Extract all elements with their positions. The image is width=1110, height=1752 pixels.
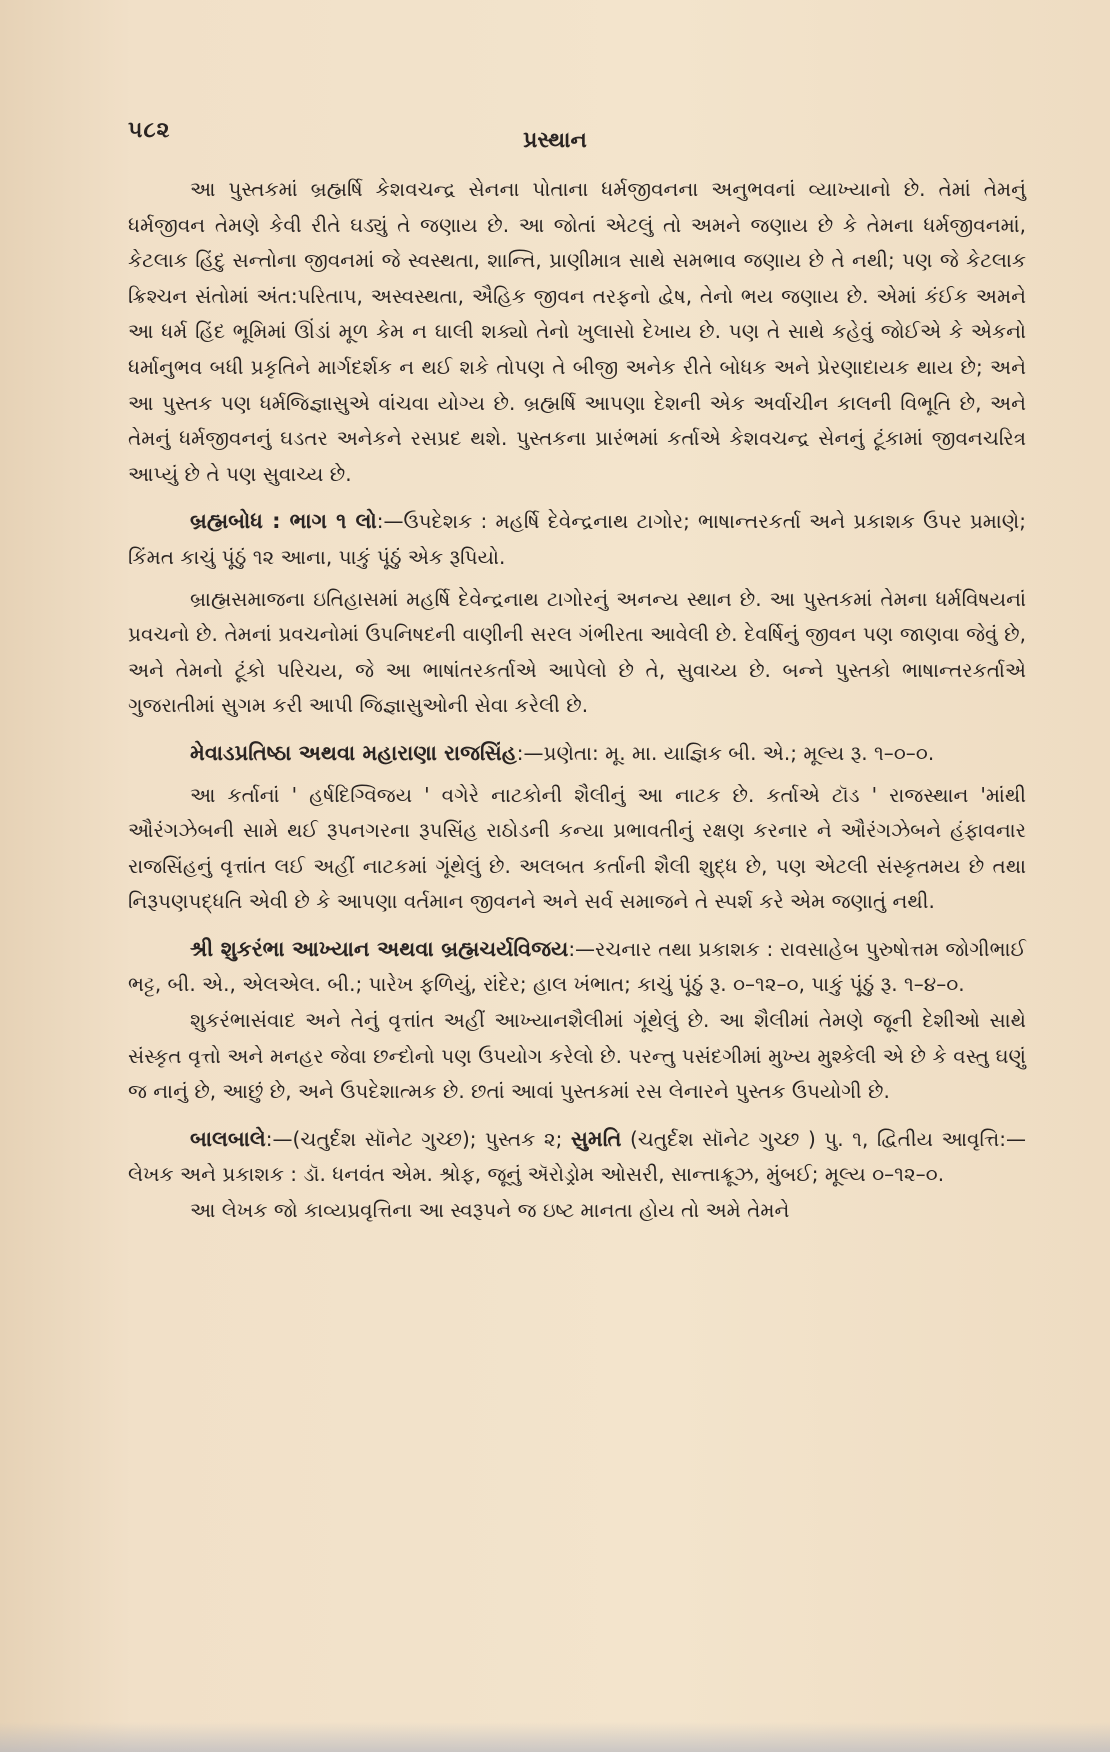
book-title: મેવાડપ્રતિષ્ઠા અથવા મહારાણા રાજસિંહ [190, 740, 517, 765]
page-number: ૫૮૨ [128, 118, 171, 143]
intro-paragraph: આ પુસ્તકમાં બ્રહ્મર્ષિ કેશવચન્દ્ર સેનના પોતાના ધર્મજીવનના અનુભવનાં વ્યાખ્યાનો છે. તેમાં તેમનું ધર્મજીવન તેમણે કેવી રીતે ઘડ્યું તે જણાય છે. આ જોતાં એટલું તો અમને જણાય છે કે તેમના ધર્મજીવનમાં, કેટલાક હિંદુ સન્તોના જીવનમાં જે સ્વસ્થતા, શાન્તિ, પ્રાણીમાત્ર સાથે સમભાવ જણાય છે તે નથી; પણ જે કેટલાક ક્રિશ્ચન સંતોમાં અંત:પરિતાપ, અસ્વસ્થતા, ઐહિક જીવન તરફનો દ્વેષ, તેનો ભય જણાય છે. એમાં કંઈક અમને આ ધર્મ હિંદ ભૂમિમાં ઊંડાં મૂળ કેમ ન ઘાલી શક્યો તેનો ખુલાસો દેખાય છે. પણ તે સાથે કહેવું જોઈએ કે એકનો ધર્માનુભવ બધી પ્રકૃતિને માર્ગદર્શક ન થઈ શકે તોપણ તે બીજી અનેક રીતે બોધક અને પ્રેરણાદાયક થાય છે; અને આ પુસ્તક પણ ધર્મજિજ્ઞાસુએ વાંચવા યોગ્ય છે. બ્રહ્મર્ષિ આપણા દેશની એક અર્વાચીન કાલની વિભૂતિ છે, અને તેમનું ધર્મજીવનનું ઘડતર અનેકને રસપ્રદ થશે. પુસ્તકના પ્રારંભમાં કર્તાએ કેશવચન્દ્ર સેનનું ટૂંકામાં જીવનચરિત્ર આપ્યું છે તે પણ સુવાચ્ય છે. [128, 177, 1026, 486]
review-paragraph: આ કર્તાનાં ' હર્ષદિગ્વિજય ' વગેરે નાટકોની શૈલીનું આ નાટક છે. કર્તાએ ટૉડ ' રાજસ્થાન 'માંથી ઔરંગઝેબની સામે થઈ રૂપનગરના રૂપસિંહ રાઠોડની કન્યા પ્રભાવતીનું રક્ષણ કરનાર ને ઔરંગઝેબને હંફાવનાર રાજસિંહનું વૃત્તાંત લઈ અહીં નાટકમાં ગૂંથેલું છે. અલબત કર્તાની શૈલી શુદ્ધ છે, પણ એટલી સંસ્કૃતમય છે તથા નિરૂપણપદ્ધતિ એવી છે કે આપણા વર્તમાન જીવનને અને સર્વ સમાજને તે સ્પર્શ કરે એમ જણાતું નથી. [128, 782, 1026, 914]
book-details: :—(ચતુર્દશ સૉનેટ ગુચ્છ); પુસ્તક ૨; [265, 1126, 571, 1151]
book-title: બ્રહ્મબોધ : ભાગ ૧ લો [190, 509, 377, 534]
page-body [128, 172, 1026, 1229]
review-entry-heading [128, 736, 1026, 772]
review-paragraph: આ લેખક જો કાવ્યપ્રવૃત્તિના આ સ્વરૂપને જ ઇષ્ટ માનતા હોય તો અમે તેમને [190, 1198, 790, 1223]
book-details-second: (ચતુર્દશ સૉનેટ ગુચ્છ ) પુ. ૧, દ્વિતીય આવૃત્તિ:—લેખક અને પ્રકાશક : ડૉ. ધનવંત એમ. શ્રોફ, જૂનું ઍરોડ્રોમ ઓસરી, સાન્તાક્રૂઝ, મુંબઈ; મૂલ્ય ૦–૧૨–૦. [128, 1126, 1027, 1187]
book-details: :—ઉપદેશક : મહર્ષિ દેવેન્દ્રનાથ ટાગોર; ભાષાન્તરકર્તા અને પ્રકાશક ઉપર પ્રમાણે; કિંમત કાચું પૂંઠું ૧૨ આના, પાકું પૂંઠું એક રૂપિયો. [128, 509, 1026, 569]
book-details: :—પ્રણેતા: મૂ. મા. યાજ્ઞિક બી. એ.; મૂલ્ય રૂ. ૧–૦–૦. [516, 740, 935, 765]
running-title: પ્રસ્થાન [523, 128, 587, 153]
review-entry-heading [128, 932, 1026, 1003]
book-title: શ્રી શુકરંભા આખ્યાન અથવા બ્રહ્મચર્યવિજય [190, 936, 569, 961]
review-entry-heading [128, 504, 1026, 575]
book-details: :—રચનાર તથા પ્રકાશક : રાવસાહેબ પુરુષોત્તમ જોગીભાઈ ભટ્ટ, બી. એ., એલએલ. બી.; પારેખ ફળિયું, રાંદેર; હાલ ખંભાત; કાચું પૂંઠું રૂ. ૦–૧૨–૦, પાકું પૂંઠું રૂ. ૧–૪–૦. [128, 936, 1026, 997]
review-paragraph: બ્રાહ્મસમાજના ઇતિહાસમાં મહર્ષિ દેવેન્દ્રનાથ ટાગોરનું અનન્ય સ્થાન છે. આ પુસ્તકમાં તેમના ધર્મવિષયનાં પ્રવચનો છે. તેમનાં પ્રવચનોમાં ઉપનિષદની વાણીની સરલ ગંભીરતા આવેલી છે. દેવર્ષિનું જીવન પણ જાણવા જેવું છે, અને તેમનો ટૂંકો પરિચય, જે આ ભાષાંતરકર્તાએ આપેલો છે તે, સુવાચ્ય છે. બન્ને પુસ્તકો ભાષાન્તરકર્તાએ ગુજરાતીમાં સુગમ કરી આપી જિજ્ઞાસુઓની સેવા કરેલી છે. [128, 586, 1026, 718]
book-title: બાલબાલે [190, 1126, 266, 1151]
scan-bottom-edge [0, 1722, 1110, 1752]
review-entry-heading [128, 1122, 1026, 1193]
review-paragraph: શુકરંભાસંવાદ અને તેનું વૃત્તાંત અહીં આખ્યાનશૈલીમાં ગૂંથેલું છે. આ શૈલીમાં તેમણે જૂની દેશીઓ સાથે સંસ્કૃત વૃત્તો અને મનહર જેવા છન્દોનો પણ ઉપયોગ કરેલો છે. પરન્તુ પસંદગીમાં મુખ્ય મુશ્કેલી એ છે કે વસ્તુ ઘણું જ નાનું છે, આછું છે, અને ઉપદેશાત્મક છે. છતાં આવાં પુસ્તકમાં રસ લેનારને પુસ્તક ઉપયોગી છે. [128, 1008, 1026, 1104]
book-title-second: સુમતિ [570, 1126, 622, 1151]
